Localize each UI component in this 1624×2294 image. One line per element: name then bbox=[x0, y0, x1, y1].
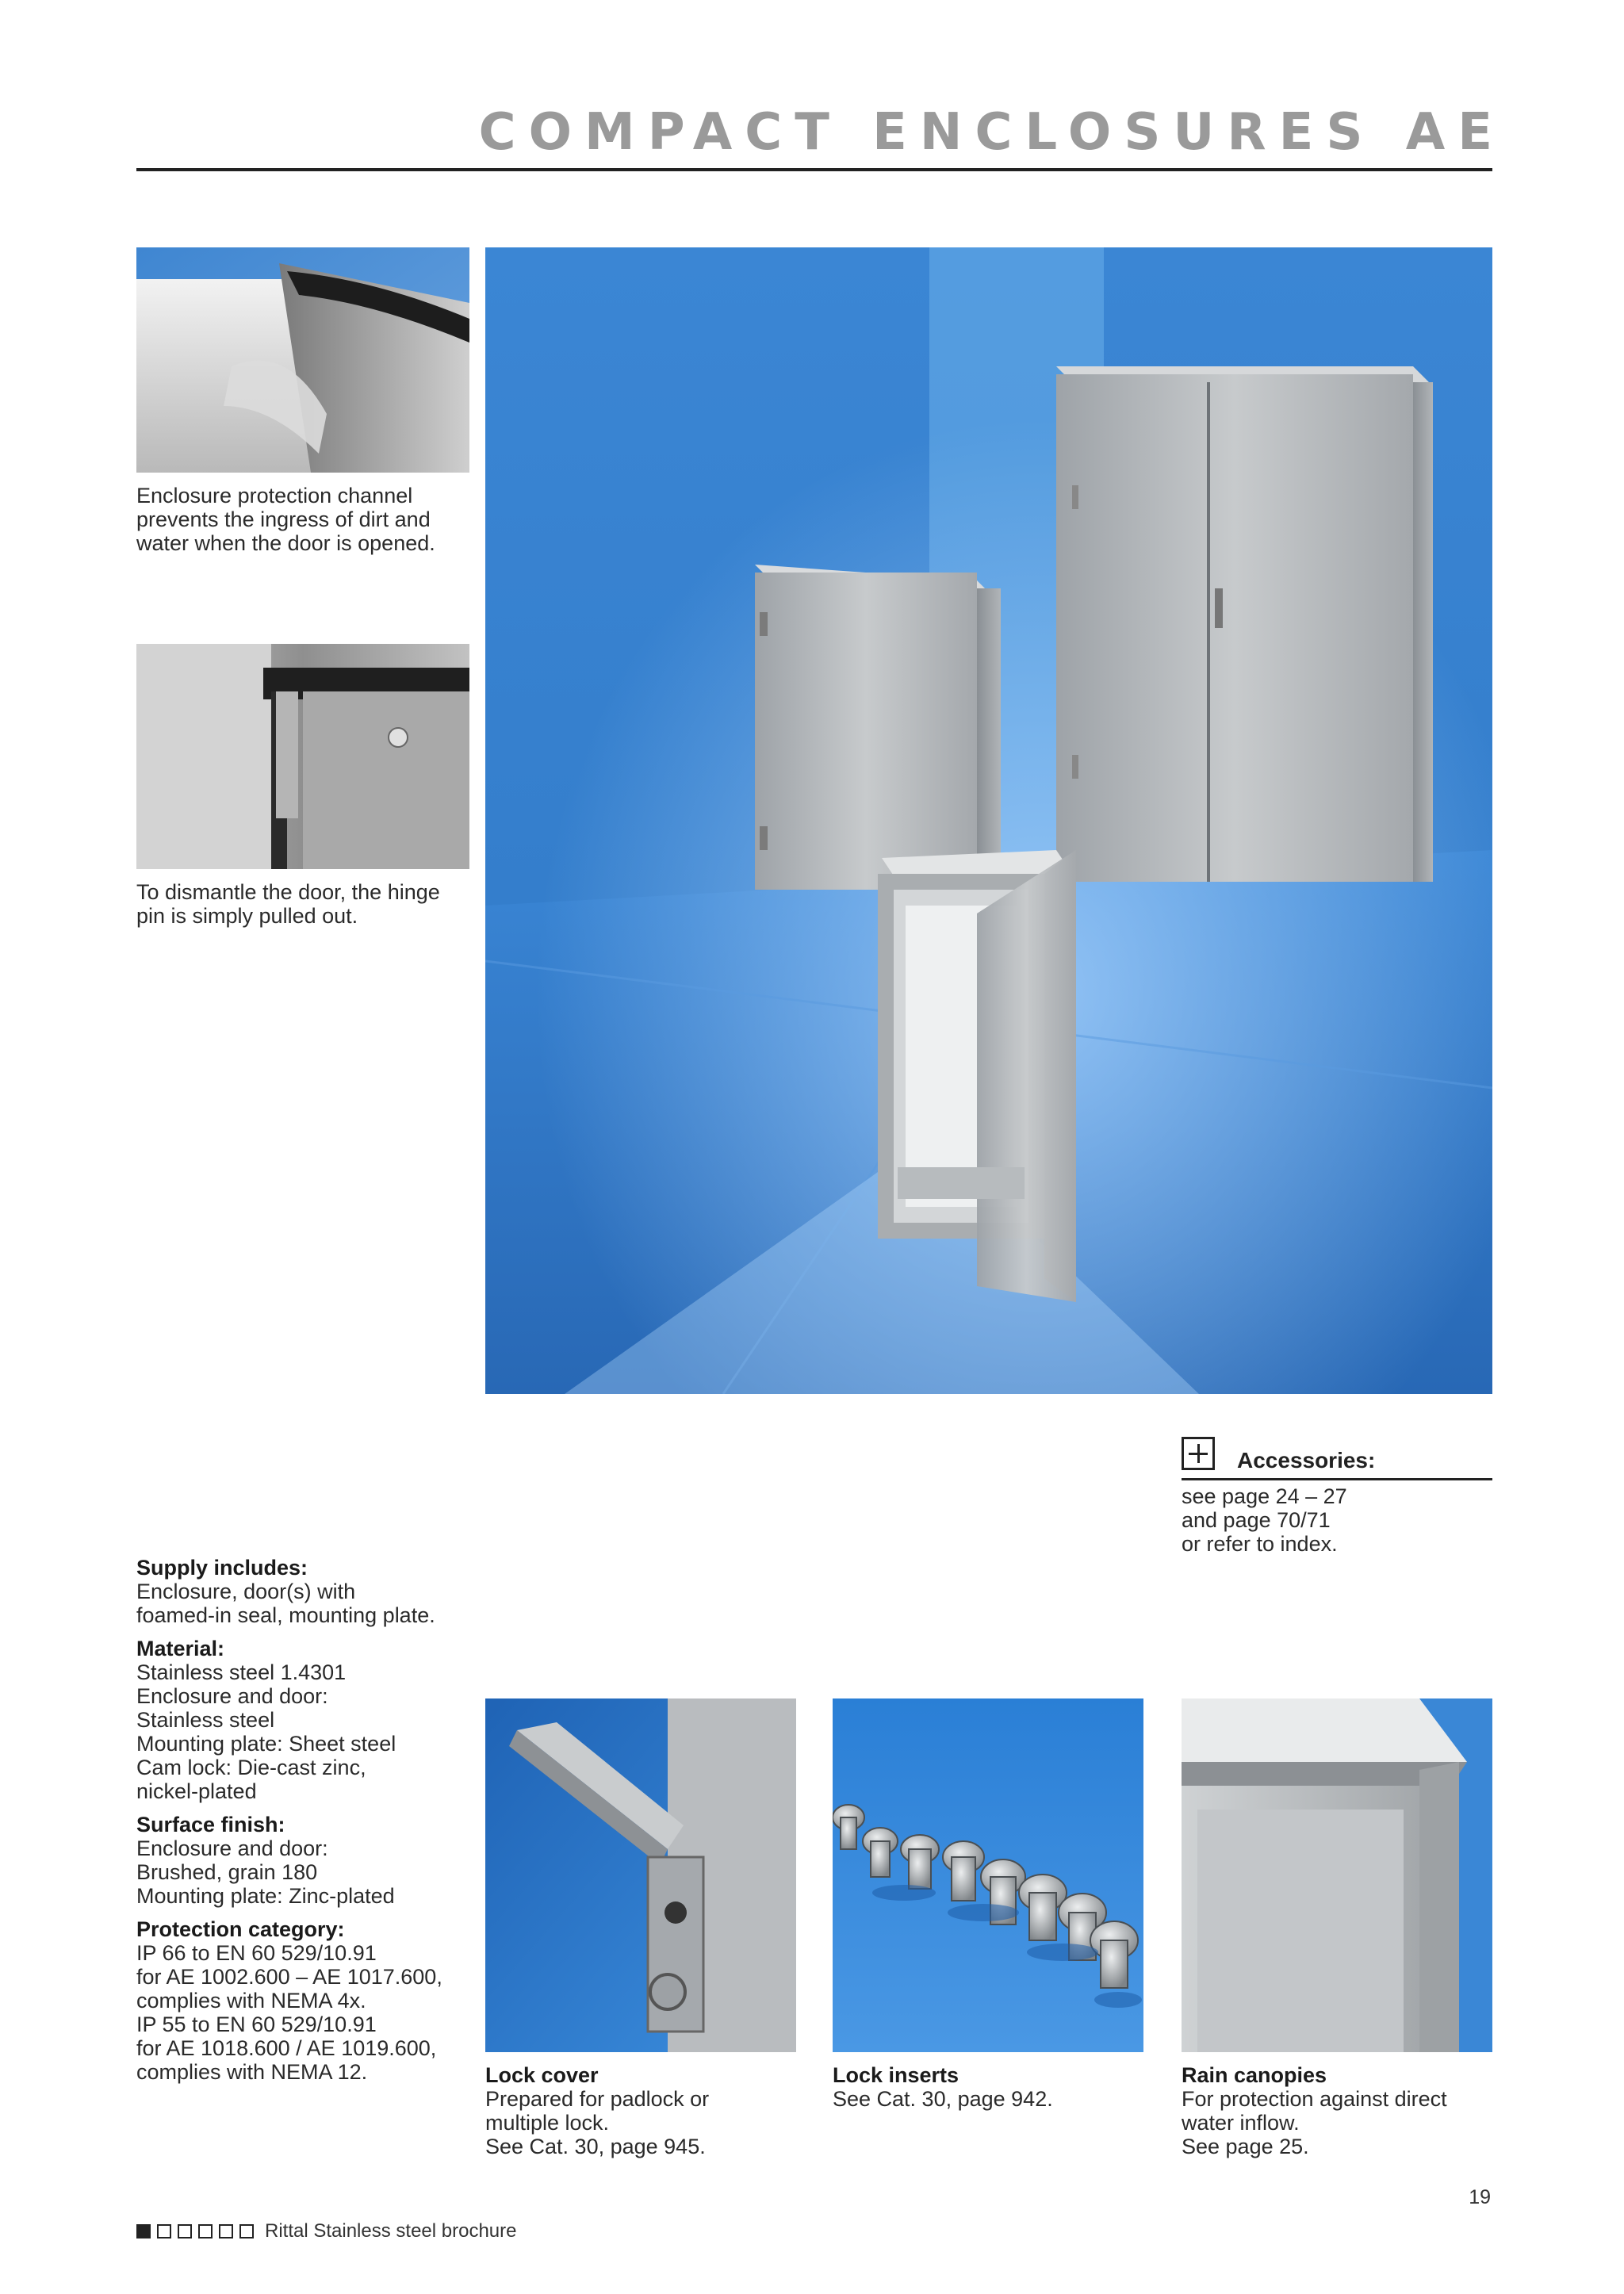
photo-hinge bbox=[136, 644, 469, 869]
spec-surface-finish: Surface finish: Enclosure and door: Brushed, grain 180 Mounting plate: Zinc-plated bbox=[136, 1813, 395, 1908]
product-rain-canopies: Rain canopies For protection against direct water inflow. See page 25. bbox=[1182, 2063, 1447, 2158]
footer-text: Rittal Stainless steel brochure bbox=[265, 2220, 517, 2242]
header-rule bbox=[136, 168, 1492, 171]
empty-square-icon bbox=[219, 2224, 233, 2238]
empty-square-icon bbox=[239, 2224, 254, 2238]
page-title: COMPACT ENCLOSURES AE bbox=[478, 103, 1505, 162]
specs-list bbox=[136, 1556, 469, 2093]
product-lock-cover: Lock cover Prepared for padlock or multiple lock. See Cat. 30, page 945. bbox=[485, 2063, 710, 2158]
caption-hinge: To dismantle the door, the hinge pin is simply pulled out. bbox=[136, 880, 440, 928]
page-number: 19 bbox=[1469, 2186, 1491, 2208]
footer bbox=[136, 2220, 516, 2242]
accessories-header bbox=[1182, 1437, 1492, 1480]
photo-rain-canopies bbox=[1182, 1698, 1492, 2052]
accessories-label: Accessories: bbox=[1237, 1448, 1376, 1473]
empty-square-icon bbox=[178, 2224, 192, 2238]
photo-protection-channel bbox=[136, 247, 469, 473]
empty-square-icon bbox=[198, 2224, 213, 2238]
spec-protection-category: Protection category: IP 66 to EN 60 529/10.91 for AE 1002.600 – AE 1017.600, complies with NEMA 4x. IP 55 to EN 60 529/10.91 for AE 1018.600 / AE 1019.600, complies with NEMA 12. bbox=[136, 1917, 442, 2084]
spec-material: Material: Stainless steel 1.4301 Enclosure and door: Stainless steel Mounting plate: Sheet steel Cam lock: Die-cast zinc, nickel-plated bbox=[136, 1637, 396, 1803]
empty-square-icon bbox=[157, 2224, 171, 2238]
photo-lock-inserts bbox=[833, 1698, 1143, 2052]
spec-supply: Supply includes: Enclosure, door(s) with foamed-in seal, mounting plate. bbox=[136, 1556, 435, 1627]
caption-protection-channel: Enclosure protection channel prevents the ingress of dirt and water when the door is opened. bbox=[136, 484, 435, 555]
photo-lock-cover bbox=[485, 1698, 796, 2052]
accessories-text: see page 24 – 27 and page 70/71 or refer to index. bbox=[1182, 1484, 1347, 1556]
product-lock-inserts: Lock inserts See Cat. 30, page 942. bbox=[833, 2063, 1053, 2111]
filled-square-icon bbox=[136, 2224, 151, 2238]
photo-enclosures-main bbox=[485, 247, 1492, 1394]
plus-icon bbox=[1182, 1437, 1215, 1470]
